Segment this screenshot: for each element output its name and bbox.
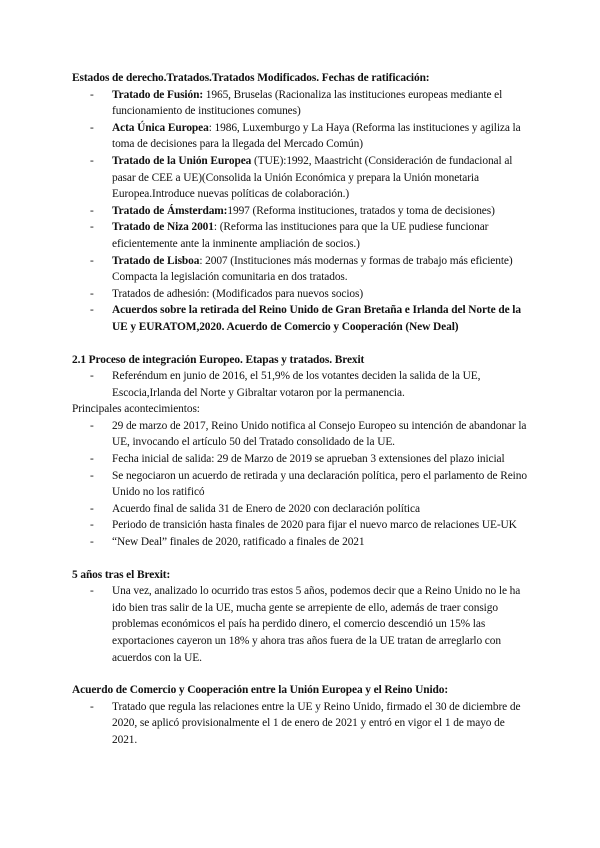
events-list [72,418,528,551]
treaty-name: Tratado de Ámsterdam: [112,204,228,217]
list-item [72,286,528,303]
list-item: - Referéndum en junio de 2016, el 51,9% de los votantes deciden la salida de la UE, Escocia,Irlanda del Norte y Gibraltar votaron por la permanencia. [72,368,528,401]
section-heading-five-years: 5 años tras el Brexit: [72,568,171,581]
section-heading-treaties: Estados de derecho.Tratados.Tratados Modificados. Fechas de ratificación: [72,72,430,84]
treaty-name: Acuerdos sobre la retirada del Reino Unido de Gran Bretaña e Irlanda del Norte de la UE y EURATOM,2020. Acuerdo de Comercio y Cooperación (New Deal) [112,304,521,333]
trade-agreement-list [72,699,528,749]
list-item: - Una vez, analizado lo ocurrido tras estos 5 años, podemos decir que a Reino Unido no le ha ido bien tras salir de la UE, mucha gente se arrepiente de ello, además de traer consigo problemas económicos el país ha perdido dinero, el comercio descendió un 15% las exportaciones cayeron un 18% y ahora tras años fuera de la UE tratan de arreglarlo con acuerdos con la UE. [72,583,528,666]
list-item: - Se negociaron un acuerdo de retirada y una declaración política, pero el parlamento de Reino Unido no los ratificó [72,468,528,501]
list-item [72,302,528,335]
list-item: - Fecha inicial de salida: 29 de Marzo de 2019 se aprueban 3 extensiones del plazo inicial [72,451,528,468]
treaty-description: : 1986, Luxemburgo y La Haya (Reforma las instituciones y agiliza la toma de decisiones para la llegada del Mercado Común) [112,121,521,151]
section-heading-brexit: 2.1 Proceso de integración Europeo. Etapas y tratados. Brexit [72,353,365,366]
events-label: Principales acontecimientos: [72,403,200,416]
list-item: - “New Deal” finales de 2020, ratificado a finales de 2021 [72,534,528,551]
list-item [72,253,528,286]
five-years-list [72,583,528,666]
treaty-list [72,87,528,336]
list-item: - 29 de marzo de 2017, Reino Unido notifica al Consejo Europeo su intención de abandonar la UE, invocando el artículo 50 del Tratado consolidado de la UE. [72,418,528,451]
list-item [72,203,528,220]
treaty-name: Tratado de Niza 2001 [112,221,214,234]
treaty-name: Tratado de Fusión: [112,88,204,101]
treaty-description: Tratados de adhesión: (Modificados para nuevos socios) [112,287,364,300]
treaty-name: Tratado de la Unión Europea [112,154,252,167]
section-heading-trade-agreement: Acuerdo de Comercio y Cooperación entre la Unión Europea y el Reino Unido: [72,684,449,697]
brexit-intro-list [72,368,528,401]
list-item: - Acuerdo final de salida 31 de Enero de 2020 con declaración política [72,501,528,518]
list-item [72,153,528,203]
list-item: - Periodo de transición hasta finales de 2020 para fijar el nuevo marco de relaciones UE-UK [72,517,528,534]
treaty-name: Tratado de Lisboa [112,254,200,267]
treaty-name: Acta Única Europea [112,121,209,134]
treaty-description: 1965, Bruselas (Racionaliza las instituciones europeas mediante el funcionamiento de instituciones comunes) [112,88,503,118]
treaty-description: : 2007 (Instituciones más modernas y formas de trabajo más eficiente) Compacta la legislación comunitaria en dos tratados. [112,254,513,284]
treaty-description: 1997 (Reforma instituciones, tratados y toma de decisiones) [227,204,495,217]
list-item [72,120,528,153]
list-item [72,87,528,120]
list-item [72,219,528,252]
treaty-description: (TUE):1992, Maastricht (Consideración de fundacional al pasar de CEE a UE)(Consolida la Unión Económica y prepara la Unión monetaria Europea.Introduce nuevas políticas de colaboración.) [112,154,513,201]
treaty-description: : (Reforma las instituciones para que la UE pudiese funcionar eficientemente ante la inminente ampliación de socios.) [112,221,489,250]
list-item: - Tratado que regula las relaciones entre la UE y Reino Unido, firmado el 30 de diciembre de 2020, se aplicó provisionalmente el 1 de enero de 2021 y entró en vigor el 1 de mayo de 2021. [72,699,528,749]
